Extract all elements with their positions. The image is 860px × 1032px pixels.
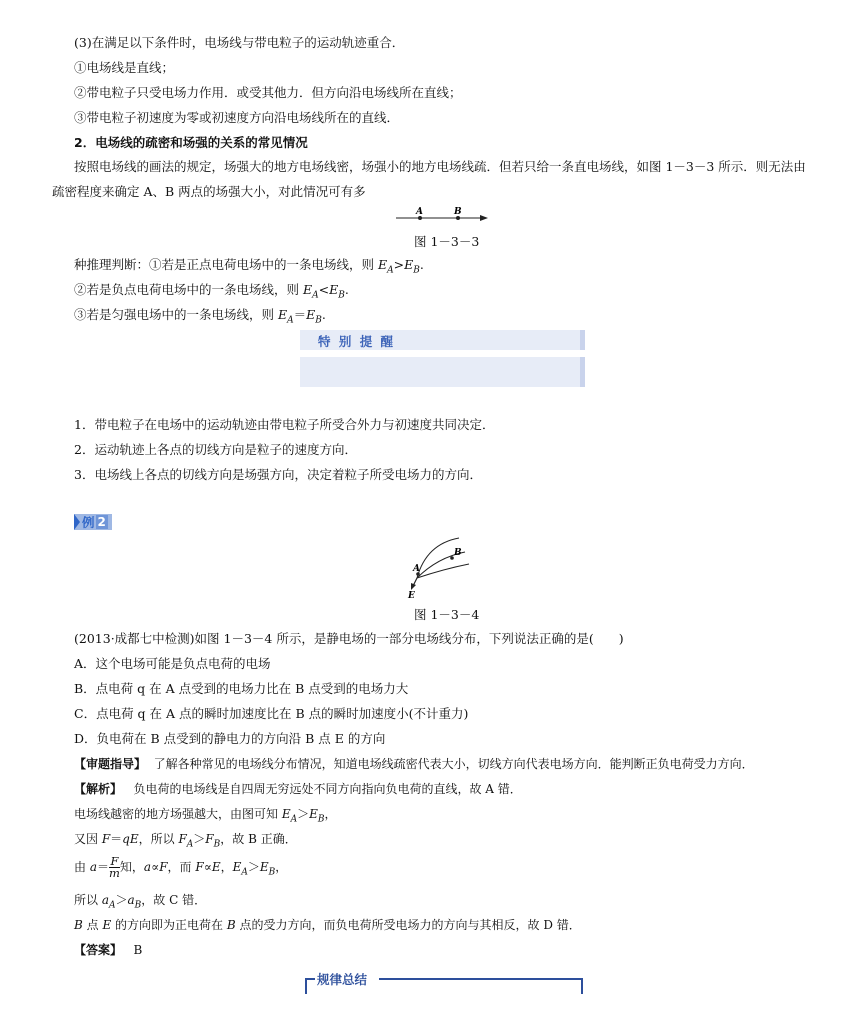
fig-label-b: B: [454, 207, 462, 217]
guide-text: 了解各种常见的电场线分布情况，知道电场线疏密代表大小，切线方向代表电场方向．能判断正负电荷受力方向．: [153, 757, 754, 771]
tip-box-header: [300, 330, 585, 350]
para-line: ②带电粒子只受电场力作用．或受其他力．但方向沿电场线所在直线；: [74, 85, 462, 100]
question-text: (2013·成都七中检测)如图 1－3－4 所示，是静电场的一部分电场线分布，下列说法正确的是( ): [74, 631, 624, 646]
figure-1-3-4: [405, 536, 475, 600]
example-label: 例: [82, 515, 95, 530]
fig-label-b: B: [454, 548, 462, 558]
figure-caption: 图 1－3－4: [414, 607, 480, 622]
fig-label-a: A: [416, 207, 423, 217]
analysis-label: 【解析】: [74, 782, 123, 796]
analysis-line: [74, 780, 522, 798]
reasoning-line: 种推理判断：①若是正点电荷电场中的一条电场线，则 $E_A>E_B$.: [74, 257, 424, 276]
reasoning-line: ②若是负点电荷电场中的一条电场线，则 $E_A<E_B$.: [74, 282, 349, 301]
section-title: 2．电场线的疏密和场强的关系的常见情况: [74, 135, 308, 150]
para-line: 按照电场线的画法的规定，场强大的地方电场线密，场强小的地方电场线疏．但若只给一条直电场线，如图 1－3－3 所示．则无法由: [74, 159, 806, 174]
guide-label: 【审题指导】: [74, 757, 147, 771]
tip-item: 3．电场线上各点的切线方向是场强方向，决定着粒子所受电场力的方向．: [74, 467, 482, 482]
para-line: (3)在满足以下条件时，电场线与带电粒子的运动轨迹重合．: [74, 35, 405, 50]
tip-title: 特 别 提 醒: [318, 334, 396, 349]
fig-label-e: E: [408, 591, 415, 600]
fig-label-a: A: [413, 564, 420, 574]
example-number: 2: [97, 515, 106, 529]
fraction: $\frac{F}{m}$: [109, 854, 120, 880]
summary-box: [305, 968, 583, 994]
option-b: B．点电荷 q 在 A 点受到的电场力比在 B 点受到的电场力大: [74, 681, 409, 696]
analysis-text: 负电荷的电场线是自四周无穷远处不同方向指向负电荷的直线，故 A 错．: [133, 782, 522, 796]
answer-label: 【答案】: [74, 943, 123, 957]
figure-caption: 图 1－3－3: [414, 234, 480, 249]
answer-value: B: [133, 943, 143, 957]
example-tag: [74, 514, 112, 530]
option-a: A．这个电场可能是负点电荷的电场: [74, 656, 271, 671]
analysis-line: 所以 $a_A>a_B$，故 C 错．: [74, 893, 207, 911]
triangle-icon: [74, 514, 80, 530]
tip-box-body: [300, 357, 585, 387]
analysis-line: 由 a＝ $\frac{F}{m}$知，a∝F，而 F∝E，$E_A>E_B$，: [74, 854, 288, 880]
guide-line: [74, 755, 754, 773]
answer-line: [74, 941, 142, 959]
para-line: ③带电粒子初速度为零或初速度方向沿电场线所在的直线．: [74, 110, 400, 125]
summary-title: 规律总结: [317, 972, 368, 987]
para-line: ①电场线是直线；: [74, 60, 175, 75]
analysis-line: 又因 F＝qE，所以 $F_A>F_B$，故 B 正确．: [74, 832, 297, 850]
analysis-line: B 点 E 的方向即为正电荷在 B 点的受力方向，而负电荷所受电场力的方向与其相反，故 D 错．: [74, 918, 581, 932]
tip-item: 1．带电粒子在电场中的运动轨迹由带电粒子所受合外力与初速度共同决定．: [74, 417, 495, 432]
tip-item: 2．运动轨迹上各点的切线方向是粒子的速度方向．: [74, 442, 357, 457]
option-c: C．点电荷 q 在 A 点的瞬时加速度比在 B 点的瞬时加速度小(不计重力): [74, 706, 469, 721]
figure-1-3-3: [392, 204, 492, 224]
reasoning-line: ③若是匀强电场中的一条电场线，则 $E_A=E_B$.: [74, 307, 326, 326]
analysis-line: 电场线越密的地方场强越大，由图可知 $E_A>E_B$，: [74, 807, 337, 825]
para-line: 疏密程度来确定 A、B 两点的场强大小，对此情况可有多: [52, 184, 366, 199]
option-d: D．负电荷在 B 点受到的静电力的方向沿 B 点 E 的方向: [74, 731, 386, 746]
